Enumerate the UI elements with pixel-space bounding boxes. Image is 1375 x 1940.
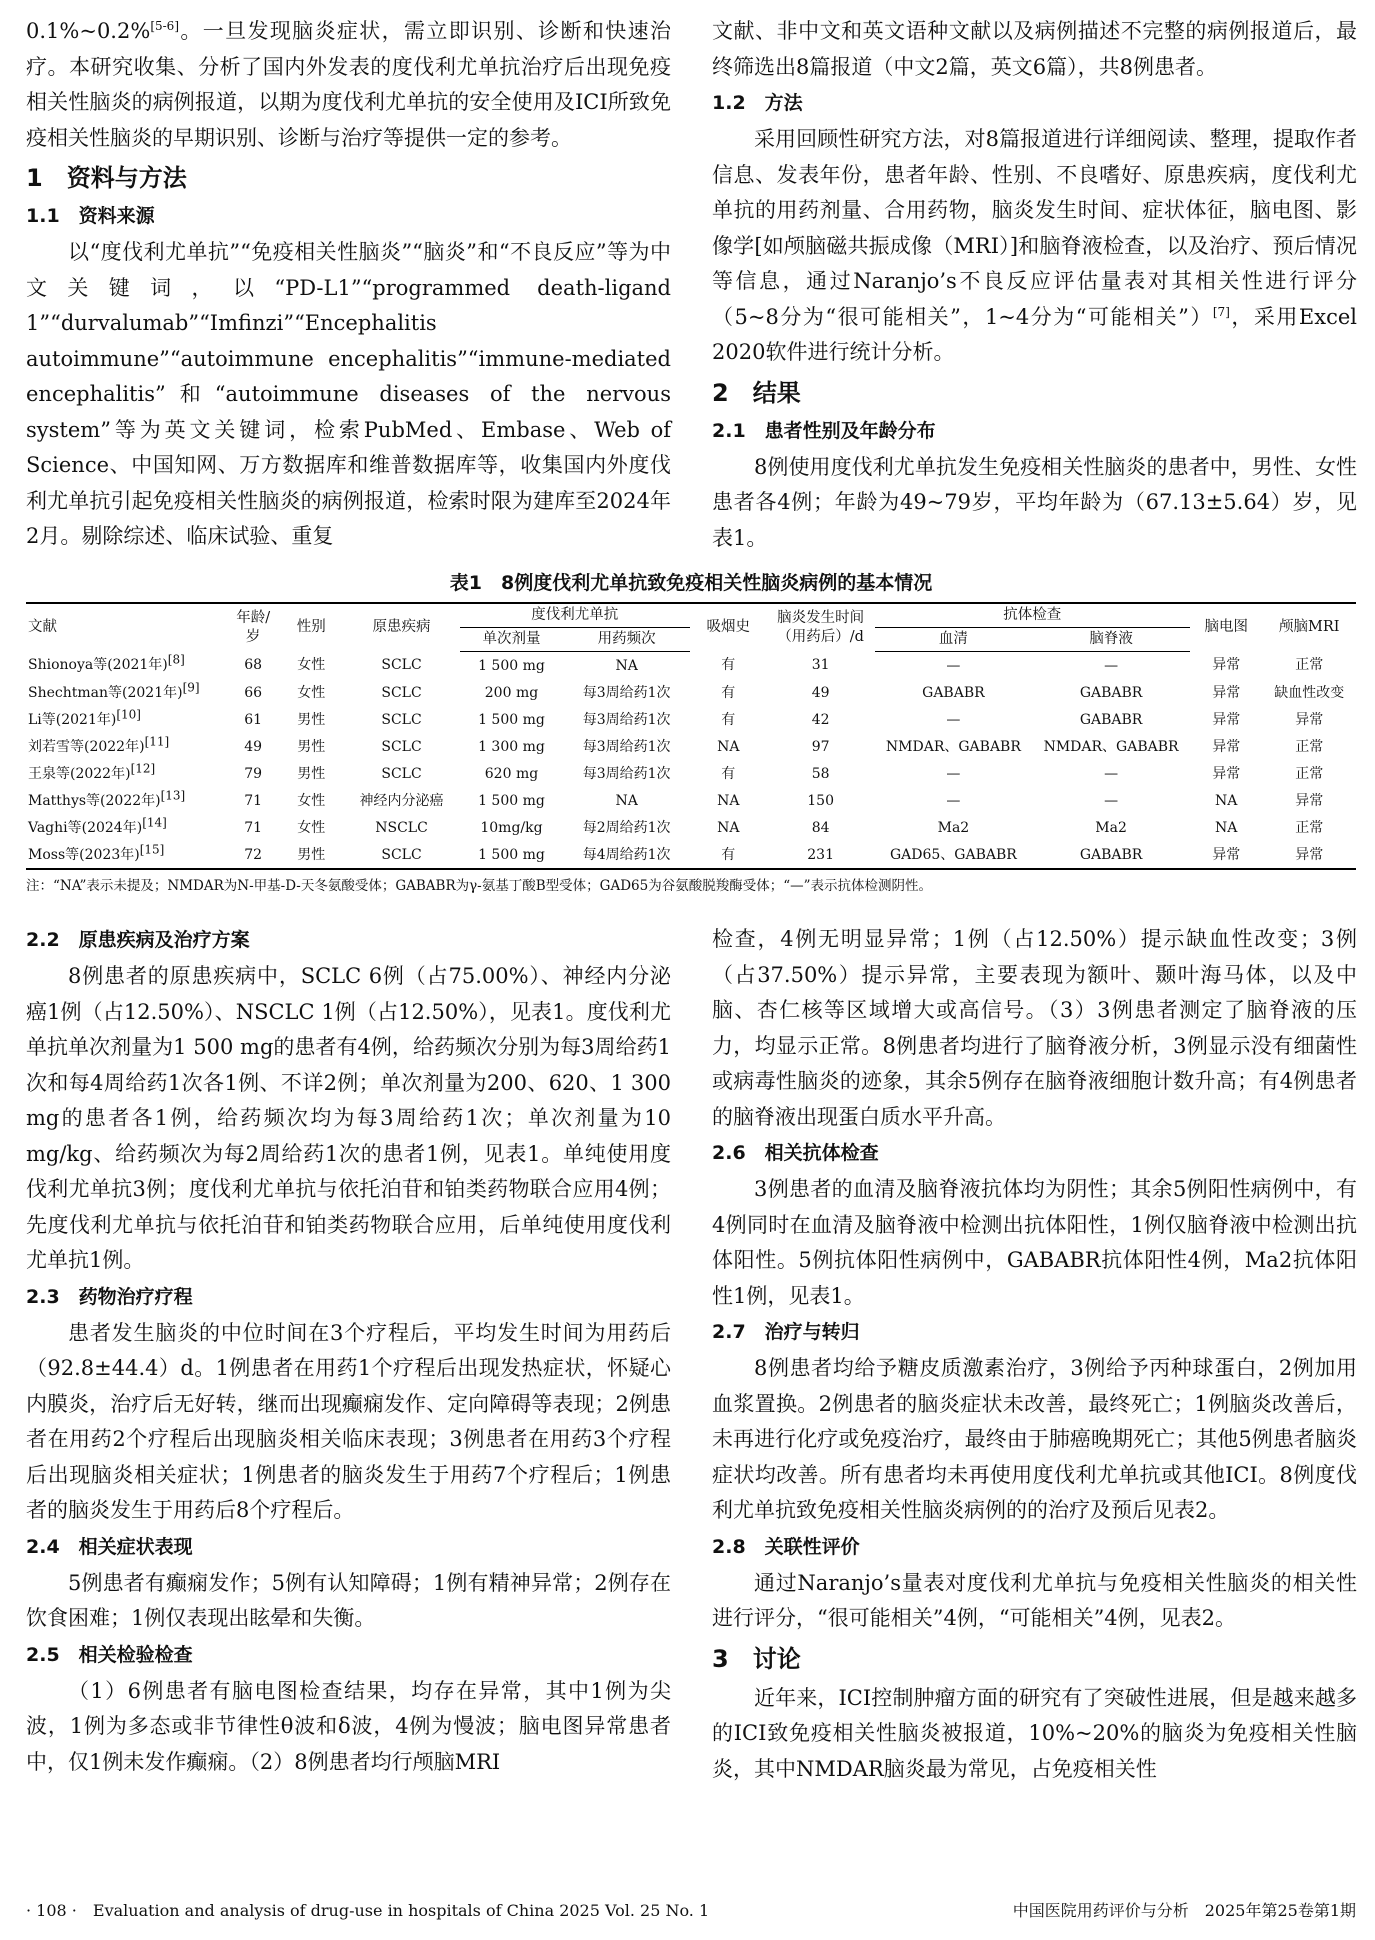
cell-serum: —: [946, 711, 961, 728]
cell-smoking: 有: [721, 711, 736, 728]
method-paragraph: 采用回顾性研究方法，对8篇报道进行详细阅读、整理，提取作者信息、发表年份，患者年龄、性别、不良嗜好、原患疾病，度伐利尤单抗的用药剂量、合用药物，脑炎发生时间、症状体征，脑电图、影像学[如颅脑磁共振成像（MRI）]和脑脊液检查，以及治疗、预后情况等信息，通过Naranjo’s不良反应评估量表对其相关性进行评分（5~8分为“很可能相关”，1~4分为“可能相关”）[7]，采用Excel 2020软件进行统计分析。: [712, 127, 1358, 364]
citation: [5-6]: [150, 19, 179, 33]
subsection-heading-course: 2.3 药物治疗疗程: [26, 1285, 193, 1308]
discussion-paragraph: 近年来，ICI控制肿瘤方面的研究有了突破性进展，但是越来越多的ICI致免疫相关性脑炎被报道，10%~20%的脑炎为免疫相关性脑炎，其中NMDAR脑炎最为常见，占免疫相关性: [712, 1685, 1357, 1781]
cell-disease: SCLC: [381, 846, 422, 863]
cell-age: 66: [244, 684, 263, 701]
cell-ref: Li等(2021年)[10]: [28, 706, 141, 728]
page-footer: [26, 1898, 1356, 1921]
footer-journal-cn: 中国医院用药评价与分析 2025年第25卷第1期: [1012, 1901, 1356, 1920]
cell-dose: 1 500 mg: [478, 711, 545, 728]
cell-dose: 200 mg: [484, 684, 539, 701]
cell-frequency: 每4周给药1次: [582, 846, 671, 863]
cell-mri: 异常: [1295, 792, 1324, 809]
col-header-csf: 脑脊液: [1032, 628, 1190, 652]
exams-continued-paragraph: 检查，4例无明显异常；1例（占12.50%）提示缺血性改变；3例（占37.50%）提示异常，主要表现为额叶、颞叶海马体，以及中脑、杏仁核等区域增大或高信号。（3）3例患者测定了脑脊液的压力，均显示正常。8例患者均进行了脑脊液分析，3例显示没有细菌性或病毒性脑炎的迹象，其余5例存在脑脊液细胞计数升高；有4例患者的脑脊液出现蛋白质水平升高。: [712, 927, 1357, 1129]
cell-age: 71: [244, 792, 263, 809]
cell-serum: Ma2: [937, 819, 970, 836]
cell-serum: GABABR: [922, 684, 985, 701]
cell-disease: SCLC: [381, 765, 422, 782]
cell-sex: 男性: [297, 846, 326, 863]
cell-onset: 31: [811, 657, 830, 674]
cell-mri: 正常: [1295, 738, 1324, 755]
cell-dose: 1 500 mg: [478, 846, 545, 863]
causality-paragraph: 通过Naranjo’s量表对度伐利尤单抗与免疫相关性脑炎的相关性进行评分，“很可能相关”4例，“可能相关”4例，见表2。: [712, 1570, 1357, 1630]
cell-dose: 620 mg: [484, 765, 539, 782]
screening-paragraph: 文献、非中文和英文语种文献以及病例描述不完整的病例报道后，最终筛选出8篇报道（中文2篇，英文6篇），共8例患者。: [712, 19, 1357, 79]
subsection-heading-exams: 2.5 相关检验检查: [26, 1643, 193, 1666]
cell-age: 71: [244, 819, 263, 836]
cell-eeg: 异常: [1212, 684, 1241, 701]
cell-sex: 男性: [297, 711, 326, 728]
data-source-paragraph: 以“度伐利尤单抗”“免疫相关性脑炎”“脑炎”和“不良反应”等为中文关键词，以“PD-L1”“programmed death-ligand 1”“durvalumab”“Imfinzi”“Encephalitis autoimmune”“autoimmune encephalitis”“immune-mediated encephalitis”和“autoimmune diseases of the nervous system”等为英文关键词，检索PubMed、Embase、Web of Science、中国知网、万方数据库和维普数据库等，收集国内外度伐利尤单抗引起免疫相关性脑炎的病例报道，检索时限为建库至2024年2月。剔除综述、临床试验、重复: [26, 240, 671, 548]
left-column-bottom: [26, 922, 671, 1780]
cell-sex: 女性: [297, 792, 326, 809]
cell-mri: 正常: [1295, 819, 1324, 836]
cell-serum: —: [946, 792, 961, 809]
cell-frequency: NA: [615, 657, 638, 674]
col-header-smoking: 吸烟史: [706, 619, 751, 636]
cell-disease: SCLC: [381, 711, 422, 728]
cell-eeg: 异常: [1212, 765, 1241, 782]
cell-onset: 231: [807, 846, 834, 863]
subsection-heading-antibody: 2.6 相关抗体检查: [712, 1142, 879, 1164]
subsection-heading-data-source: 1.1 资料来源: [26, 205, 155, 227]
subsection-heading-method: 1.2 方法: [712, 92, 803, 114]
course-paragraph: 患者发生脑炎的中位时间在3个疗程后，平均发生时间为用药后（92.8±44.4）d。1例患者在用药1个疗程后出现发热症状，怀疑心内膜炎，治疗后无好转，继而出现癫痫发作、定向障碍等表现；2例患者在用药2个疗程后出现脑炎相关临床表现；3例患者在用药3个疗程后出现脑炎相关症状；1例患者的脑炎发生于用药7个疗程后；1例患者的脑炎发生于用药后8个疗程后。: [26, 1320, 671, 1522]
footer-journal-en: · 108 · Evaluation and analysis of drug-use in hospitals of China 2025 Vol. 25 No. 1: [26, 1901, 710, 1920]
subsection-heading-disease-treatment: 2.2 原患疾病及治疗方案: [26, 929, 250, 951]
cell-csf: GABABR: [1079, 711, 1143, 728]
cell-csf: GABABR: [1079, 684, 1143, 701]
cell-age: 79: [244, 765, 263, 782]
cell-mri: 异常: [1295, 846, 1324, 863]
cell-mri: 正常: [1295, 657, 1324, 674]
intro-paragraph: 0.1%~0.2%[5-6]。一旦发现脑炎症状，需立即识别、诊断和快速治疗。本研究收集、分析了国内外发表的度伐利尤单抗治疗后出现免疫相关性脑炎的病例报道，以期为度伐利尤单抗的安全使用及ICI所致免疫相关性脑炎的早期识别、诊断与治疗等提供一定的参考。: [26, 19, 671, 150]
section-heading-discussion: 3 讨论: [712, 1644, 801, 1673]
table-row: [26, 841, 1356, 869]
col-header-dose: 单次剂量: [460, 628, 564, 652]
cell-smoking: NA: [717, 792, 740, 809]
col-header-serum: 血清: [875, 628, 1033, 652]
subsection-heading-causality: 2.8 关联性评价: [712, 1535, 860, 1558]
antibody-paragraph: 3例患者的血清及脑脊液抗体均为阴性；其余5例阳性病例中，有4例同时在血清及脑脊液中检测出抗体阳性，1例仅脑脊液中检测出抗体阳性。5例抗体阳性病例中，GABABR抗体阳性4例，Ma2抗体阳性1例，见表1。: [712, 1177, 1357, 1308]
cell-frequency: NA: [615, 792, 638, 809]
cell-disease: SCLC: [381, 657, 422, 674]
table-title: 表1 8例度伐利尤单抗致免疫相关性脑炎病例的基本情况: [449, 572, 933, 594]
cell-mri: 正常: [1295, 765, 1324, 782]
cell-onset: 58: [811, 765, 830, 782]
cell-serum: NMDAR、GABABR: [885, 738, 1021, 755]
cell-eeg: NA: [1215, 792, 1238, 809]
cell-smoking: 有: [721, 846, 736, 863]
table-row: [26, 652, 1356, 680]
col-header-onset: 脑炎发生时间（用药后）/d: [777, 609, 865, 645]
cell-age: 49: [244, 738, 263, 755]
cell-smoking: 有: [721, 765, 736, 782]
cell-csf: —: [1104, 657, 1119, 674]
table-row: [26, 814, 1356, 841]
cell-frequency: 每3周给药1次: [582, 684, 671, 701]
cell-eeg: NA: [1215, 819, 1238, 836]
cell-ref: Shionoya等(2021年)[8]: [28, 652, 185, 674]
cell-dose: 10mg/kg: [480, 819, 543, 836]
table-row: [26, 760, 1356, 787]
cell-ref: 刘若雪等(2022年)[11]: [28, 733, 170, 755]
section-heading-methods: 1 资料与方法: [26, 164, 187, 192]
col-header-eeg: 脑电图: [1204, 619, 1248, 636]
cell-ref: Moss等(2023年)[15]: [28, 841, 165, 863]
cell-sex: 女性: [297, 819, 326, 836]
col-header-antibody: 抗体检查: [875, 603, 1190, 628]
cell-eeg: 异常: [1212, 846, 1241, 863]
disease-treatment-paragraph: 8例患者的原患疾病中，SCLC 6例（占75.00%）、神经内分泌癌1例（占12.50%）、NSCLC 1例（占12.50%），见表1。度伐利尤单抗单次剂量为1 500 mg的患者有4例，给药频次分别为每3周给药1次和每4周给药1次各1例、不详2例；单次剂量为200、620、1 300 mg的患者各1例，给药频次均为每3周给药1次；单次剂量为10 mg/kg、给药频次为每2周给药1次的患者1例，见表1。单纯使用度伐利尤单抗3例；度伐利尤单抗与依托泊苷和铂类药物联合应用4例；先度伐利尤单抗与依托泊苷和铂类药物联合应用，后单纯使用度伐利尤单抗1例。: [26, 964, 671, 1272]
cell-serum: —: [946, 657, 961, 674]
cell-sex: 女性: [297, 684, 326, 701]
left-column-top: [26, 14, 671, 555]
cell-disease: NSCLC: [375, 819, 428, 836]
cell-mri: 异常: [1295, 711, 1324, 728]
cell-ref: Shechtman等(2021年)[9]: [28, 679, 200, 701]
cell-mri: 缺血性改变: [1274, 684, 1345, 701]
cell-eeg: 异常: [1212, 657, 1241, 674]
col-header-sex: 性别: [296, 619, 326, 636]
col-header-frequency: 用药频次: [563, 628, 690, 652]
cell-smoking: NA: [717, 738, 740, 755]
cell-onset: 42: [811, 711, 830, 728]
subsection-heading-outcome: 2.7 治疗与转归: [712, 1321, 860, 1343]
cell-sex: 男性: [297, 738, 326, 755]
cell-csf: —: [1104, 792, 1119, 809]
cell-dose: 1 300 mg: [478, 738, 545, 755]
case-table: [26, 602, 1356, 870]
cell-smoking: 有: [721, 684, 736, 701]
table-1: [26, 568, 1356, 898]
cell-ref: Matthys等(2022年)[13]: [28, 787, 186, 809]
right-column-bottom: [712, 922, 1357, 1787]
cell-age: 72: [244, 846, 263, 863]
cell-onset: 84: [811, 819, 830, 836]
cell-ref: Vaghi等(2024年)[14]: [28, 814, 167, 836]
table-row: [26, 679, 1356, 706]
col-header-durvalumab: 度伐利尤单抗: [460, 603, 690, 628]
cell-smoking: 有: [721, 657, 736, 674]
cell-sex: 男性: [297, 765, 326, 782]
cell-onset: 49: [811, 684, 830, 701]
citation: [7]: [1212, 304, 1230, 319]
col-header-disease: 原患疾病: [372, 619, 431, 636]
cell-ref: 王泉等(2022年)[12]: [28, 760, 156, 782]
subsection-heading-symptoms: 2.4 相关症状表现: [26, 1535, 193, 1558]
section-heading-results: 2 结果: [712, 378, 801, 407]
cell-csf: Ma2: [1095, 819, 1127, 836]
col-header-ref: 文献: [28, 619, 57, 636]
cell-serum: —: [946, 765, 961, 782]
right-column-top: [712, 14, 1357, 556]
table-note: 注：“NA”表示未提及；NMDAR为N-甲基-D-天冬氨酸受体；GABABR为γ-氨基丁酸B型受体；GAD65为谷氨酸脱羧酶受体；“—”表示抗体检测阴性。: [26, 878, 933, 894]
table-row: [26, 733, 1356, 760]
cell-csf: —: [1104, 765, 1119, 782]
cell-csf: GABABR: [1079, 846, 1143, 863]
cell-csf: NMDAR、GABABR: [1043, 738, 1179, 755]
cell-eeg: 异常: [1212, 738, 1241, 755]
cell-sex: 女性: [297, 657, 326, 674]
outcome-paragraph: 8例患者均给予糖皮质激素治疗，3例给予丙种球蛋白，2例加用血浆置换。2例患者的脑炎症状未改善，最终死亡；1例脑炎改善后，未再进行化疗或免疫治疗，最终由于肺癌晚期死亡；其他5例患者脑炎症状均改善。所有患者均未再使用度伐利尤单抗或其他ICI。8例度伐利尤单抗致免疫相关性脑炎病例的的治疗及预后见表2。: [712, 1356, 1357, 1522]
cell-disease: SCLC: [381, 738, 422, 755]
subsection-heading-sex-age: 2.1 患者性别及年龄分布: [712, 419, 936, 442]
cell-frequency: 每3周给药1次: [582, 738, 671, 755]
cell-disease: 神经内分泌癌: [359, 792, 444, 809]
cell-onset: 97: [811, 738, 830, 755]
sex-age-paragraph: 8例使用度伐利尤单抗发生免疫相关性脑炎的患者中，男性、女性患者各4例；年龄为49~79岁，平均年龄为（67.13±5.64）岁，见表1。: [712, 454, 1357, 550]
table-row: [26, 706, 1356, 733]
table-row: [26, 787, 1356, 814]
cell-smoking: NA: [717, 819, 740, 836]
cell-frequency: 每3周给药1次: [582, 765, 671, 782]
cell-serum: GAD65、GABABR: [889, 846, 1017, 863]
col-header-mri: 颅脑MRI: [1279, 619, 1340, 636]
cell-disease: SCLC: [381, 684, 422, 701]
cell-frequency: 每2周给药1次: [582, 819, 671, 836]
cell-frequency: 每3周给药1次: [582, 711, 671, 728]
cell-age: 61: [244, 711, 263, 728]
exams-paragraph: （1）6例患者有脑电图检查结果，均存在异常，其中1例为尖波，1例为多态或非节律性θ波和δ波，4例为慢波；脑电图异常患者中，仅1例未发作癫痫。（2）8例患者均行颅脑MRI: [26, 1678, 671, 1774]
col-header-age: 年龄/岁: [236, 609, 271, 645]
cell-dose: 1 500 mg: [478, 792, 545, 809]
cell-age: 68: [244, 657, 263, 674]
cell-eeg: 异常: [1212, 711, 1241, 728]
cell-dose: 1 500 mg: [478, 657, 545, 674]
symptoms-paragraph: 5例患者有癫痫发作；5例有认知障碍；1例有精神异常；2例存在饮食困难；1例仅表现出眩晕和失衡。: [26, 1570, 671, 1630]
cell-onset: 150: [807, 792, 834, 809]
